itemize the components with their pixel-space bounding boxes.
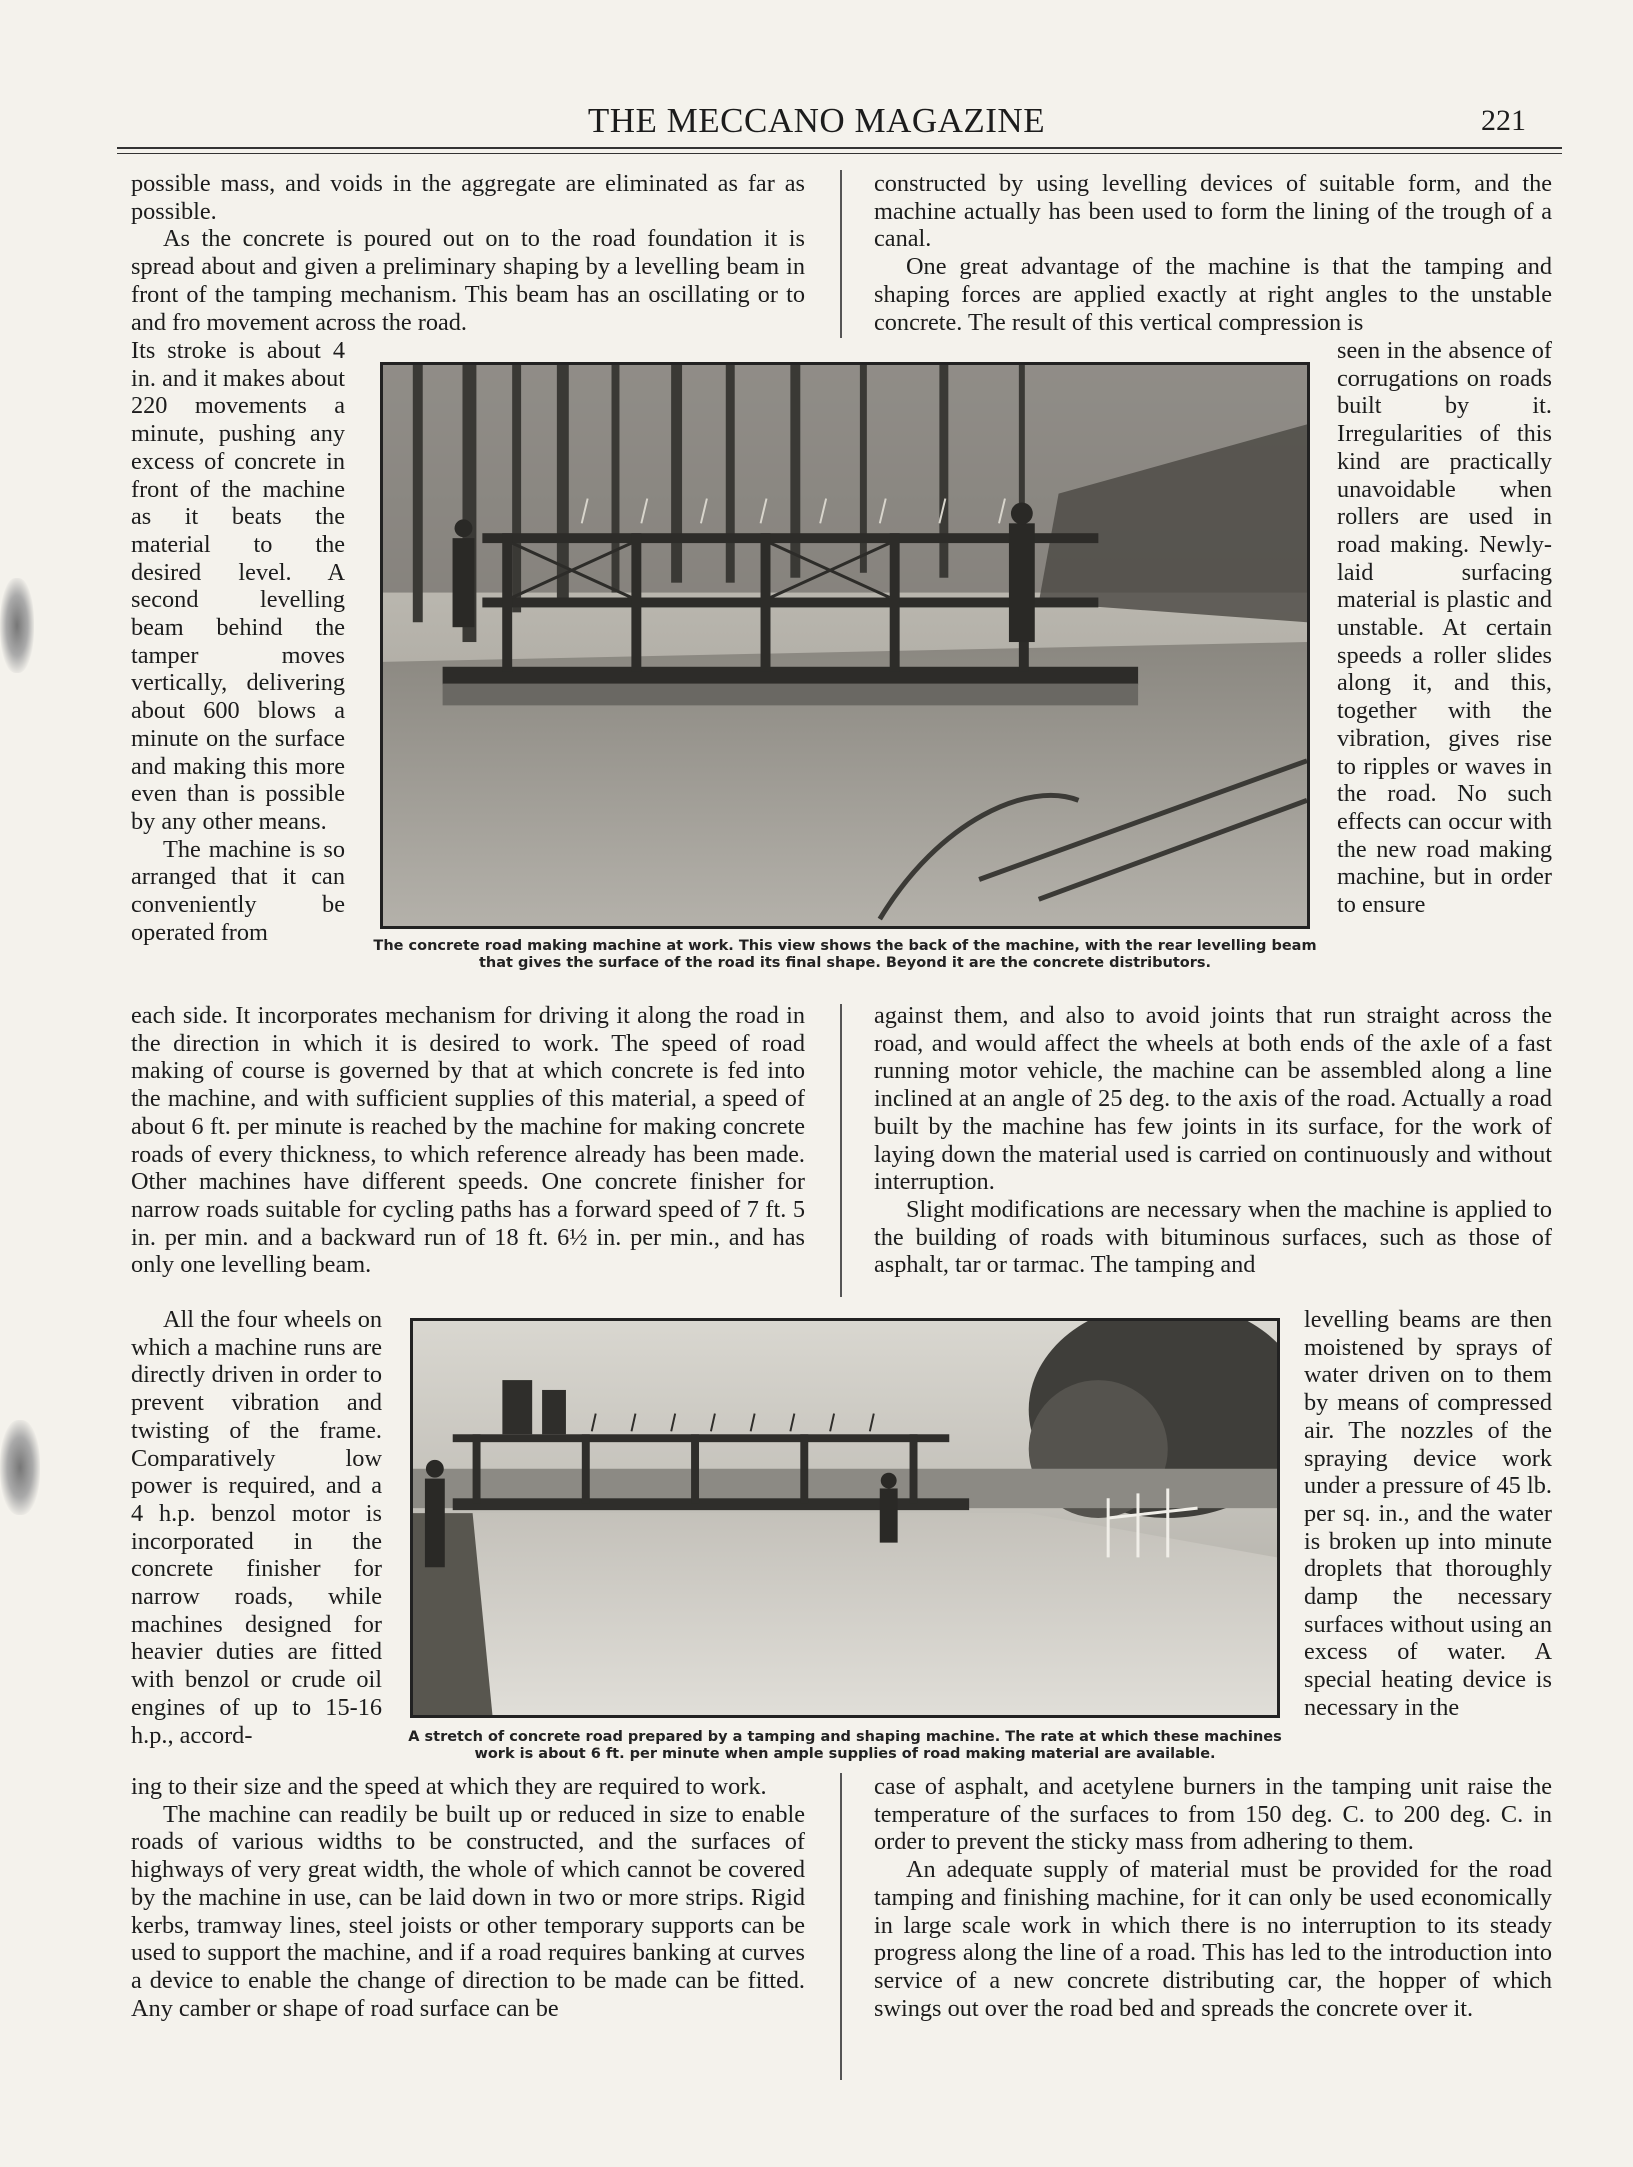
text-block-right-narrow-2 [1304, 1306, 1552, 1722]
text-block-left-narrow [131, 337, 345, 946]
header-rule-bottom [117, 153, 1562, 154]
paragraph: One great advantage of the machine is that the tamping and shaping forces are applied exactly at right angles to the unstable concrete. The result of this vertical compression is [874, 253, 1552, 336]
page-number: 221 [1481, 104, 1526, 137]
paragraph: As the concrete is poured out on to the road foundation it is spread about and given a preliminary shaping by a levelling beam in front of the tamping mechanism. This beam has an oscillating or to and fro movement across the road. [131, 225, 805, 336]
column-divider [840, 1773, 842, 2080]
paragraph: constructed by using levelling devices of suitable form, and the machine actually has been used to form the lining of the trough of a canal. [874, 170, 1552, 253]
caption-photo-1 [360, 938, 1330, 972]
photo-concrete-road-stretch [410, 1318, 1280, 1718]
paragraph: All the four wheels on which a machine runs are directly driven in order to prevent vibration and twisting of the frame. Comparatively low power is required, and a 4 h.p. benzol motor is incorporated in the concrete finisher for narrow roads, while machines designed for heavier duties are fitted with benzol or crude oil engines of up to 15-16 h.p., accord- [131, 1306, 382, 1749]
caption-line: A stretch of concrete road prepared by a tamping and shaping machine. The rate at which these machines [408, 1729, 1282, 1745]
caption-line: The concrete road making machine at work. This view shows the back of the machine, with the rear levelling beam [373, 938, 1317, 954]
text-block-mid-left [131, 1002, 805, 1279]
column-divider [840, 170, 842, 338]
photo-road-machine-illustration [383, 365, 1307, 926]
text-block-mid-right [874, 1002, 1552, 1279]
column-divider [840, 1004, 842, 1297]
paragraph: seen in the absence of corrugations on roads built by it. Irregularities of this kind are practically unavoidable when rollers are used in road making. Newly-laid surfacing material is plastic and unstable. At certain speeds a roller slides along it, and this, together with the vibration, gives rise to ripples or waves in the road. No such effects can occur with the new road making machine, but in order to ensure [1337, 337, 1552, 919]
paragraph: ing to their size and the speed at which they are required to work. [131, 1773, 767, 1800]
text-block-right-narrow [1337, 337, 1552, 919]
caption-line: work is about 6 ft. per minute when ample supplies of road making material are available. [474, 1746, 1216, 1762]
text-block-top-right [874, 170, 1552, 336]
paragraph: The machine can readily be built up or reduced in size to enable roads of various widths to be constructed, and the surfaces of highways of very great width, the whole of which cannot be covered by the machine in use, can be laid down in two or more strips. Rigid kerbs, tramway lines, steel joists or other temporary supports can be used to support the machine, and if a road requires banking at curves a device to enable the change of direction to be made can be fitted. Any camber or shape of road surface can be [131, 1800, 805, 2022]
photo-concrete-road-illustration [413, 1321, 1277, 1715]
paragraph: The machine is so arranged that it can conveniently be operated from [131, 835, 345, 946]
paragraph: Slight modifications are necessary when the machine is applied to the building of roads with bituminous surfaces, such as those of asphalt, tar or tarmac. The tamping and [874, 1195, 1552, 1279]
paragraph: An adequate supply of material must be provided for the road tamping and finishing machine, for it can only be used economically in large scale work in which there is no interruption to its steady progress along the line of a road. This has led to the introduction into service of a new concrete distributing car, the hopper of which swings out over the road bed and spreads the concrete over it. [874, 1856, 1552, 2022]
magazine-title: THE MECCANO MAGAZINE [587, 101, 1046, 140]
paragraph: case of asphalt, and acetylene burners in the tamping unit raise the temperature of the surfaces to from 150 deg. C. to 200 deg. C. in order to prevent the sticky mass from adhering to them. [874, 1773, 1552, 1856]
margin-mark [0, 1420, 40, 1515]
paragraph: levelling beams are then moistened by sprays of water driven on to them by means of compressed air. The nozzles of the spraying device work under a pressure of 45 lb. per sq. in., and the water is broken up into minute droplets that thoroughly damp the necessary surfaces without using an excess of water. A special heating device is necessary in the [1304, 1306, 1552, 1721]
photo-road-machine-back [380, 362, 1310, 929]
paragraph: each side. It incorporates mechanism for driving it along the road in the direction in which it is desired to work. The speed of road making of course is governed by that at which concrete is fed into the machine, and with sufficient supplies of this material, a speed of about 6 ft. per minute is reached by the machine for making concrete roads of every thickness, to which reference already has been made. Other machines have different speeds. One concrete finisher for narrow roads suitable for cycling paths has a forward speed of 7 ft. 5 in. per min. and a backward run of 18 ft. 6½ in. per min., and has only one levelling beam. [131, 1002, 805, 1279]
margin-mark [0, 578, 34, 673]
text-block-left-narrow-2 [131, 1306, 382, 1749]
paragraph: Its stroke is about 4 in. and it makes about 220 movements a minute, pushing any excess of concrete in front of the machine as it beats the material to the desired level. A second levelling beam behind the tamper moves vertically, delivering about 600 blows a minute on the surface and making this more even than is possible by any other means. [131, 337, 345, 835]
paragraph: against them, and also to avoid joints that run straight across the road, and would affect the wheels at both ends of the axle of a fast running motor vehicle, the machine can be assembled along a line inclined at an angle of 25 deg. to the axis of the road. Actually a road built by the machine has few joints in its surface, for the work of laying down the material used is carried on continuously and without interruption. [874, 1002, 1552, 1196]
header-rule-top [117, 147, 1562, 149]
text-block-bottom-left [131, 1773, 805, 2022]
caption-line: that gives the surface of the road its final shape. Beyond it are the concrete distributors. [478, 955, 1212, 971]
paragraph: possible mass, and voids in the aggregate are eliminated as far as possible. [131, 170, 805, 225]
text-block-bottom-right [874, 1773, 1552, 2022]
caption-photo-2 [400, 1729, 1290, 1763]
text-block-top-left [131, 170, 805, 336]
